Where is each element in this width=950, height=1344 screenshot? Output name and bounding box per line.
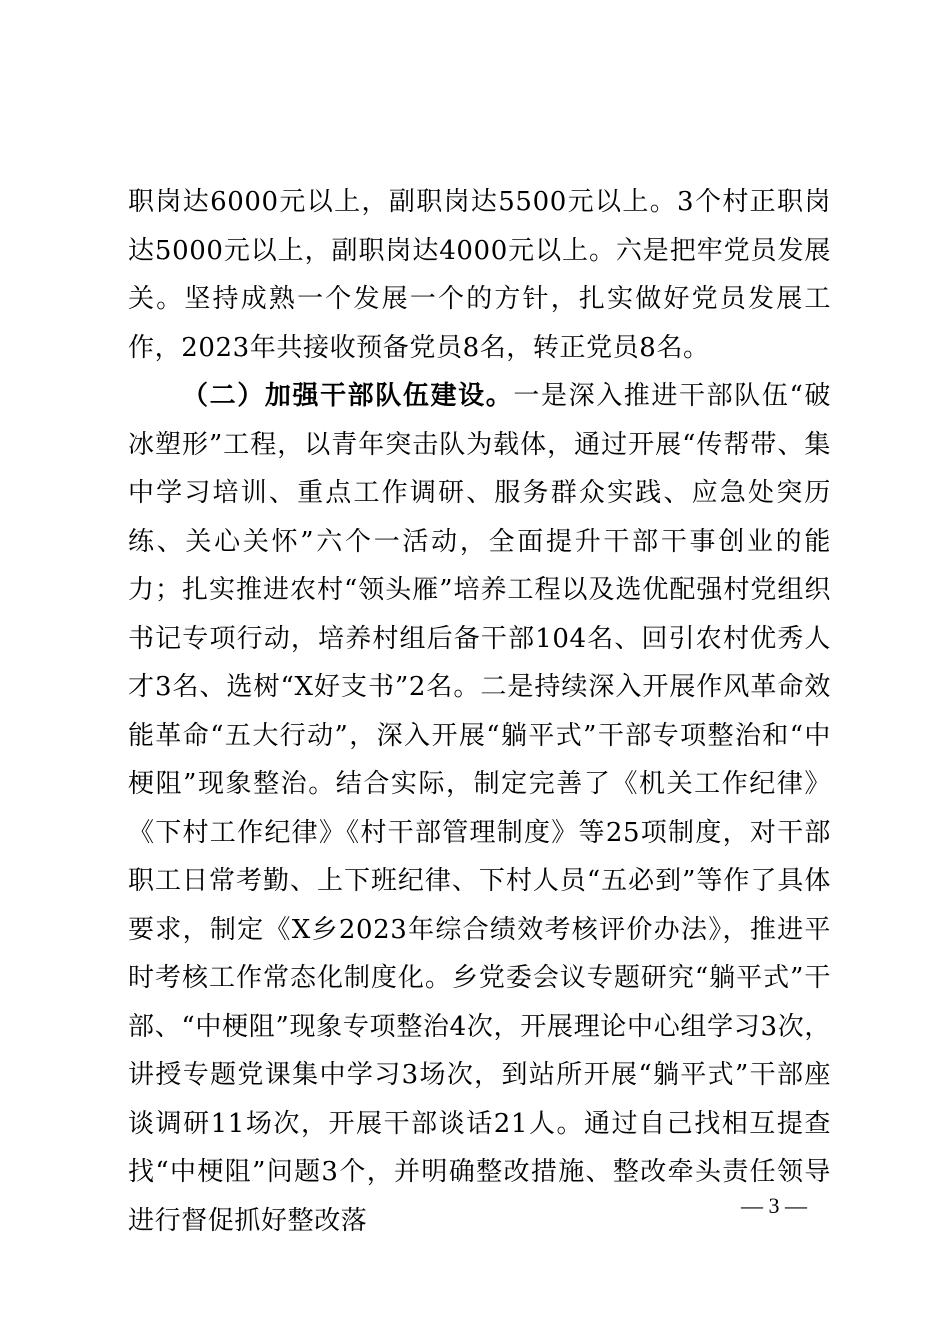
paragraph-section-two	[128, 372, 831, 1245]
paragraph-text: 一是深入推进干部队伍“破冰塑形”工程，以青年突击队为载体，通过开展“传帮带、集中学习培训、重点工作调研、服务群众实践、应急处突历练、关心关怀”六个一活动，全面提升干部干事创业的能力；扎实推进农村“领头雁”培养工程以及选优配强村党组织书记专项行动，培养村组后备干部104名、回引农村优秀人才3名、选树“X好支书”2名。二是持续深入开展作风革命效能革命“五大行动”，深入开展“躺平式”干部专项整治和“中梗阻”现象整治。结合实际，制定完善了《机关工作纪律》《下村工作纪律》《村干部管理制度》等25项制度，对干部职工日常考勤、上下班纪律、下村人员“五必到”等作了具体要求，制定《X乡2023年综合绩效考核评价办法》，推进平时考核工作常态化制度化。乡党委会议专题研究“躺平式”干部、“中梗阻”现象专项整治4次，开展理论中心组学习3次，讲授专题党课集中学习3场次，到站所开展“躺平式”干部座谈调研11场次，开展干部谈话21人。通过自己找相互提查找“中梗阻”问题3个，并明确整改措施、整改牵头责任领导进行督促抓好整改落	[128, 381, 831, 1236]
paragraph-continued	[128, 178, 831, 372]
paragraph-text: 职岗达6000元以上，副职岗达5500元以上。3个村正职岗达5000元以上，副职岗达4000元以上。六是把牢党员发展关。坚持成熟一个发展一个的方针，扎实做好党员发展工作，2023年共接收预备党员8名，转正党员8名。	[128, 187, 831, 363]
body-text	[128, 178, 831, 1245]
page-number: — 3 —	[741, 1193, 807, 1218]
section-heading: （二）加强干部队伍建设。	[182, 381, 514, 411]
